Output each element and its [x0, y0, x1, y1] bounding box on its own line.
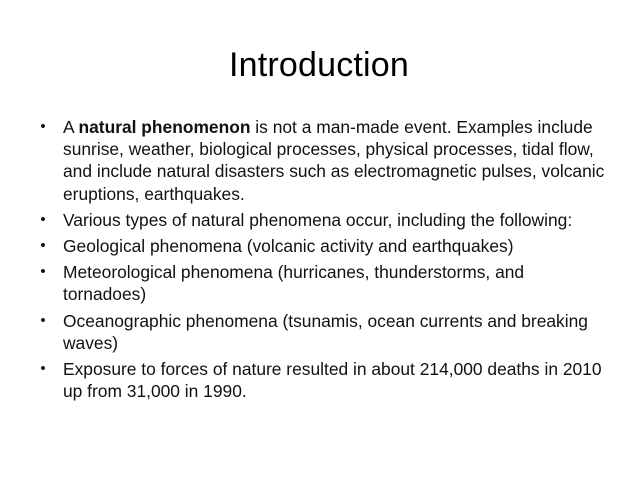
bullet-dot-icon: • — [40, 360, 46, 378]
bullet-item — [36, 235, 611, 257]
bullet-text-post: is not a man-made event. Examples include sunrise, weather, biological processes, physical processes, tidal flow, and include natural disasters such as electromagnetic pulses, volcanic eruptions, earthquakes. — [63, 117, 605, 204]
bullet-text: Exposure to forces of nature resulted in about 214,000 deaths in 2010 up from 31,000 in 1990. — [63, 359, 602, 402]
bullet-text: Oceanographic phenomena (tsunamis, ocean currents and breaking waves) — [63, 310, 588, 353]
bullet-text-pre: A — [63, 117, 79, 137]
bullet-item — [36, 310, 611, 354]
bullet-dot-icon: • — [40, 311, 46, 329]
bullet-dot-icon: • — [40, 237, 46, 255]
slide-title: Introduction — [228, 46, 410, 84]
bullet-text: Various types of natural phenomena occur, including the following: — [63, 209, 573, 230]
bullet-bold-term: natural phenomenon — [78, 117, 251, 137]
bullet-list — [36, 116, 611, 406]
bullet-item — [36, 209, 611, 231]
bullet-text — [63, 117, 604, 204]
bullet-text: Geological phenomena (volcanic activity and earthquakes) — [63, 236, 514, 257]
bullet-dot-icon: • — [40, 118, 46, 135]
bullet-dot-icon: • — [40, 210, 46, 228]
bullet-text: Meteorological phenomena (hurricanes, thunderstorms, and tornadoes) — [63, 262, 525, 305]
bullet-dot-icon: • — [40, 263, 46, 281]
bullet-item — [36, 358, 611, 402]
bullet-item — [36, 261, 611, 305]
bullet-item — [36, 116, 611, 205]
